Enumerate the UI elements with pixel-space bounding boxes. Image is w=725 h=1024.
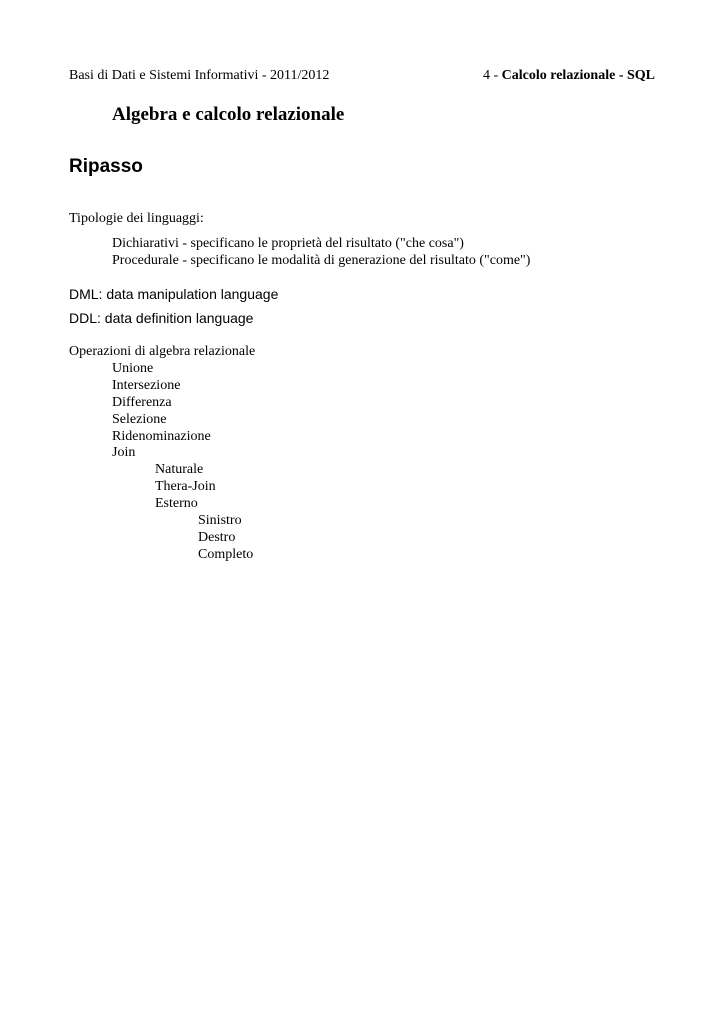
operation-item: Differenza	[112, 395, 172, 410]
section-heading: Ripasso	[69, 156, 143, 177]
operazioni-heading: Operazioni di algebra relazionale	[69, 344, 256, 359]
header-chapter-number: 4 -	[482, 68, 502, 83]
document-title: Algebra e calcolo relazionale	[112, 104, 345, 125]
definition-dml: DML: data manipulation language	[69, 286, 279, 302]
join-type-item: Thera-Join	[155, 479, 216, 494]
esterno-type-item: Completo	[198, 547, 254, 562]
header-chapter-title: Calcolo relazionale - SQL	[501, 68, 655, 83]
tipologie-item: Dichiarativi - specificano le proprietà del risultato ("che cosa")	[112, 236, 464, 251]
page-header	[69, 68, 655, 86]
esterno-type-item: Sinistro	[198, 513, 242, 528]
tipologie-item: Procedurale - specificano le modalità di generazione del risultato ("come")	[112, 253, 531, 268]
operation-item: Intersezione	[112, 378, 181, 393]
esterno-type-item: Destro	[198, 530, 236, 545]
operation-item: Join	[112, 445, 136, 460]
operation-item: Selezione	[112, 412, 167, 427]
tipologie-heading: Tipologie dei linguaggi:	[69, 211, 204, 226]
join-type-item: Esterno	[155, 496, 198, 511]
definition-ddl: DDL: data definition language	[69, 310, 254, 326]
header-course: Basi di Dati e Sistemi Informativi - 2011/2012	[69, 68, 330, 83]
operation-item: Unione	[112, 361, 154, 376]
operation-item: Ridenominazione	[112, 429, 211, 444]
header-chapter	[483, 68, 655, 84]
join-type-item: Naturale	[155, 462, 204, 477]
